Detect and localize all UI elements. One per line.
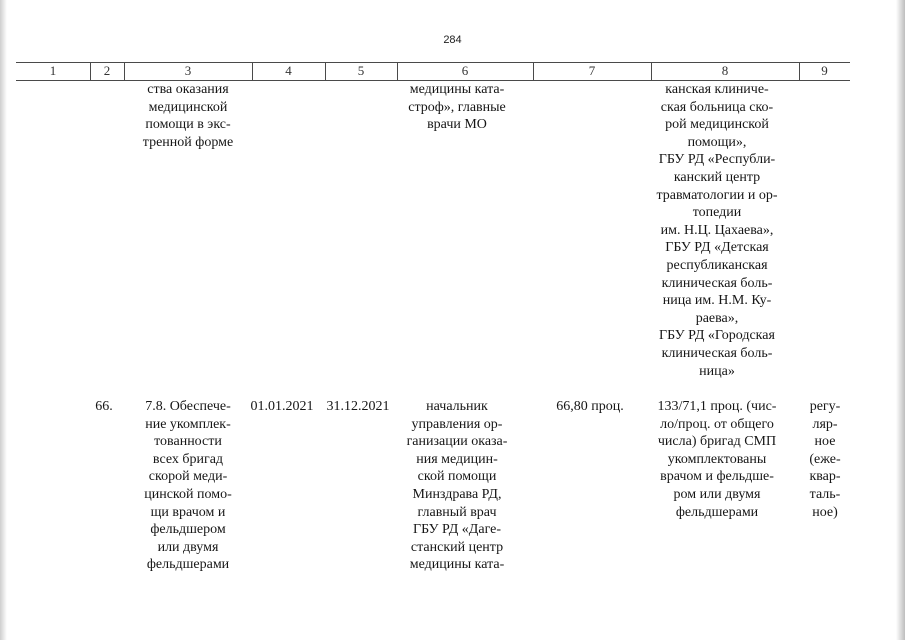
column-header-6: 6 — [461, 63, 469, 78]
row-66-end-date: 31.12.2021 — [326, 399, 390, 414]
table-header-row — [16, 62, 850, 81]
row-66-frequency: регу- ляр- ное (еже- квар- таль- ное) — [809, 399, 841, 520]
column-header-4: 4 — [285, 63, 292, 78]
row-66-result: 133/71,1 проц. (чис- ло/проц. от общего числа) бригад СМП укомплектованы врачом и фельдше- ром или двумя фельдшерами — [657, 399, 777, 520]
column-header-1: 1 — [49, 63, 57, 78]
scan-left-edge-shadow — [0, 0, 7, 640]
continued-cell-col3: ства оказания медицинской помощи в экс- тренной форме — [142, 82, 234, 150]
row-66-activity: 7.8. Обеспече- ние укомплек- тованности всех бригад скорой меди- цинской помо- щи врачом и фельдшером или двумя фельдшерами — [144, 399, 232, 573]
continued-cell-col8: канская клиниче- ская больница ско- рой медицинской помощи», ГБУ РД «Республи- канский центр травматологии и ор- топедии им. Н.Ц. Цахаева», ГБУ РД «Детская республиканская клиническая боль- ница им. Н.М. Ку- раева», ГБУ РД «Городская клиническая боль- ница» — [656, 82, 778, 379]
page-number: 284 — [443, 34, 462, 46]
column-header-3: 3 — [184, 63, 192, 78]
continued-cell-col6: медицины ката- строф», главные врачи МО — [408, 82, 506, 133]
column-header-2: 2 — [103, 63, 111, 78]
row-66-number: 66. — [95, 399, 113, 414]
row-66-indicator-value: 66,80 проц. — [556, 399, 624, 414]
column-header-9: 9 — [821, 63, 828, 78]
column-header-8: 8 — [721, 63, 729, 78]
scan-right-edge-shadow — [896, 0, 905, 640]
row-66-responsible: начальник управления ор- ганизации оказа- ния медицин- ской помощи Минздрава РД, главный врач ГБУ РД «Даге- станский центр медицины ката- — [406, 399, 508, 573]
row-66-start-date: 01.01.2021 — [250, 399, 314, 414]
column-header-5: 5 — [357, 63, 365, 78]
column-header-7: 7 — [588, 63, 596, 78]
